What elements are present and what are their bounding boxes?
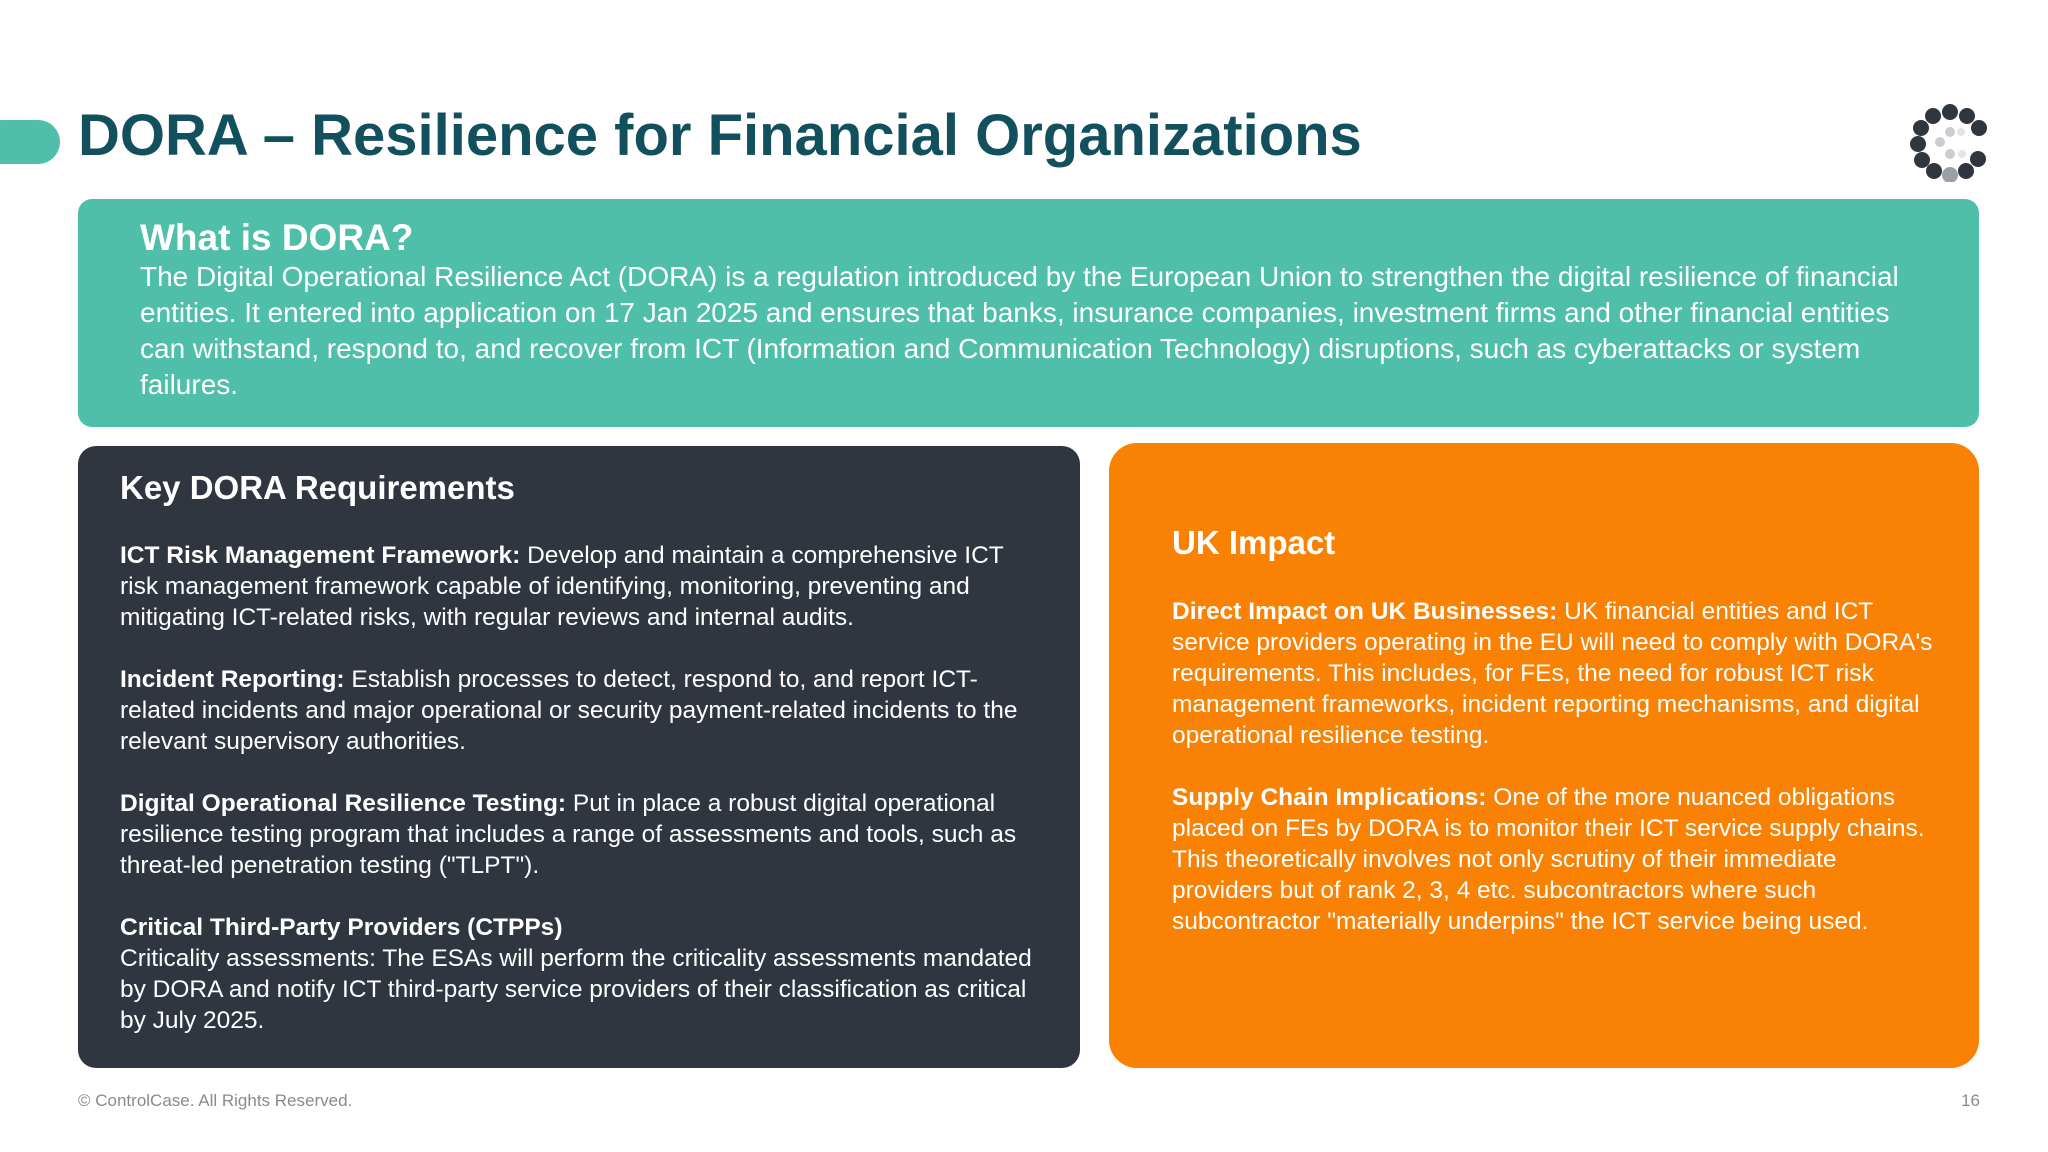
- what-is-dora-heading: What is DORA?: [140, 217, 414, 258]
- requirement-title: ICT Risk Management Framework:: [120, 542, 521, 569]
- requirement-item: [120, 540, 1040, 633]
- uk-impact-item: [1172, 782, 1939, 937]
- controlcase-logo-icon: [1910, 102, 1990, 182]
- requirement-title: Critical Third-Party Providers (CTPPs): [120, 914, 563, 941]
- page-number: 16: [1961, 1091, 1980, 1110]
- requirement-text: Put in place a robust digital operational resilience testing program that includes a range of assessments and tools, such as threat-led penetration testing ("TLPT").: [120, 790, 1017, 879]
- key-requirements-heading: Key DORA Requirements: [120, 469, 515, 506]
- uk-impact-title: Direct Impact on UK Businesses:: [1172, 598, 1558, 625]
- requirement-item: [120, 664, 1040, 757]
- footer-copyright: © ControlCase. All Rights Reserved.: [78, 1091, 353, 1110]
- key-requirements-panel: [78, 446, 1080, 1068]
- uk-impact-title: Supply Chain Implications:: [1172, 784, 1487, 811]
- requirement-item: [120, 788, 1040, 881]
- requirement-text: Develop and maintain a comprehensive ICT risk management framework capable of identifying, monitoring, preventing and mitigating ICT-related risks, with regular reviews and internal audits.: [120, 542, 1004, 631]
- requirement-title: Digital Operational Resilience Testing:: [120, 790, 567, 817]
- uk-impact-text: UK financial entities and ICT service providers operating in the EU will need to comply with DORA's requirements. This includes, for FEs, the need for robust ICT risk management frameworks, incident reporting mechanisms, and digital operational resilience testing.: [1172, 598, 1933, 749]
- requirement-item: [120, 912, 1040, 1036]
- uk-impact-item: [1172, 596, 1939, 751]
- uk-impact-text: One of the more nuanced obligations placed on FEs by DORA is to monitor their ICT service supply chains. This theoretically involves not only scrutiny of their immediate providers but of rank 2, 3, 4 etc. subcontractors where such subcontractor "materially underpins" the ICT service being used.: [1172, 784, 1925, 935]
- uk-impact-heading: UK Impact: [1172, 524, 1336, 561]
- what-is-dora-panel: [78, 199, 1979, 427]
- requirement-text: Criticality assessments: The ESAs will perform the criticality assessments mandated by DORA and notify ICT third-party service providers of their classification as critical by July 2025.: [120, 945, 1032, 1034]
- title-accent-bar: [0, 120, 60, 164]
- uk-impact-panel: [1109, 443, 1979, 1068]
- requirement-title: Incident Reporting:: [120, 666, 345, 693]
- slide-title: DORA – Resilience for Financial Organizations: [78, 103, 1362, 168]
- requirement-text: Establish processes to detect, respond to, and report ICT-related incidents and major operational or security payment-related incidents to the relevant supervisory authorities.: [120, 666, 1018, 755]
- what-is-dora-body: The Digital Operational Resilience Act (DORA) is a regulation introduced by the European Union to strengthen the digital resilience of financial entities. It entered into application on 17 Jan 2025 and ensures that banks, insurance companies, investment firms and other financial entities can withstand, respond to, and recover from ICT (Information and Communication Technology) disruptions, such as cyberattacks or system failures.: [140, 261, 1899, 400]
